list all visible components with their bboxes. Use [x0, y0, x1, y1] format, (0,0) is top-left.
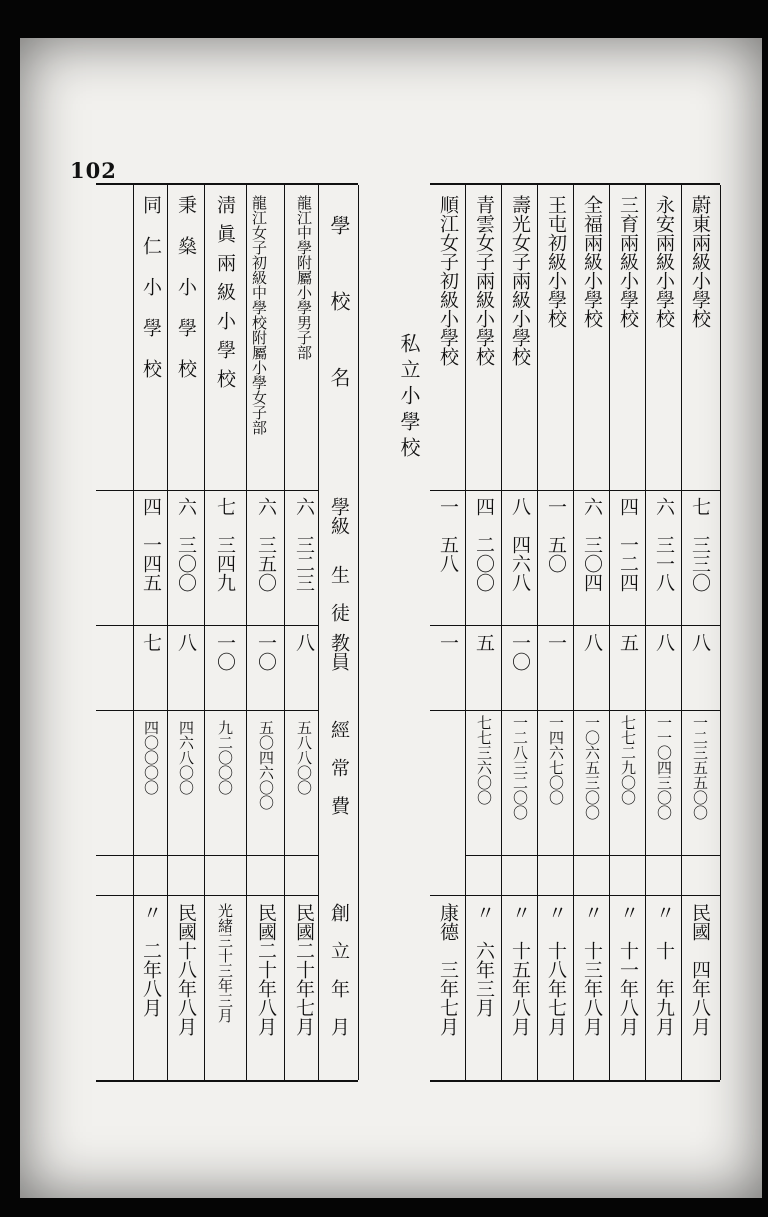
- teachers: 七: [140, 633, 162, 652]
- header-founded: 創 立 年 月: [328, 903, 350, 1036]
- teachers: 八: [175, 633, 197, 652]
- students: 三〇〇: [175, 535, 197, 592]
- expense: 七七二九〇〇: [619, 715, 637, 805]
- page-number: 102: [70, 158, 117, 183]
- students: 四六八: [509, 535, 531, 592]
- students: 三〇四: [581, 535, 603, 592]
- students: 二〇〇: [473, 535, 495, 592]
- teachers: 一: [545, 633, 567, 652]
- header-school-name: 學 校 名: [327, 215, 351, 405]
- classes: 六: [653, 497, 675, 516]
- students: 五八: [437, 535, 459, 573]
- expense: 四〇〇〇〇: [142, 720, 160, 795]
- classes: 四: [140, 497, 162, 516]
- classes: 七: [214, 497, 236, 516]
- students: 三三〇: [689, 535, 711, 592]
- expense: 五〇四六〇〇: [257, 720, 275, 810]
- header-teachers: 教員: [328, 633, 350, 671]
- school-name: 壽光女子兩級小學校: [509, 195, 531, 366]
- section-title: 私立小學校: [397, 333, 421, 463]
- header-students: 生 徒: [328, 565, 350, 622]
- school-name: 同仁小學校: [140, 195, 162, 400]
- teachers: 八: [653, 633, 675, 652]
- private-schools-table-continued: [430, 183, 720, 1082]
- school-name: 蔚東兩級小學校: [689, 195, 711, 328]
- classes: 六: [175, 497, 197, 516]
- private-schools-table: [96, 183, 358, 1082]
- students: 三一八: [653, 535, 675, 592]
- classes: 八: [509, 497, 531, 516]
- expense: 七七三六〇〇: [475, 715, 493, 805]
- school-name: 龍江女子初級中學校附屬小學女子部: [250, 195, 268, 435]
- founded: 康德 三年七月: [437, 903, 459, 1036]
- teachers: 八: [689, 633, 711, 652]
- founded: 〃 十一年八月: [617, 903, 639, 1036]
- classes: 七: [689, 497, 711, 516]
- school-name: 全福兩級小學校: [581, 195, 603, 328]
- teachers: 一〇: [509, 633, 531, 671]
- founded: 光緒三十三年三月: [216, 903, 234, 1023]
- expense: 一二三五五〇〇: [691, 715, 709, 820]
- founded: 〃 十三年八月: [581, 903, 603, 1036]
- founded: 〃 六年三月: [473, 903, 495, 1017]
- school-name: 王屯初級小學校: [545, 195, 567, 328]
- expense: 九二〇〇〇: [216, 720, 234, 795]
- classes: 六: [255, 497, 277, 516]
- teachers: 一: [437, 633, 459, 652]
- classes: 四: [473, 497, 495, 516]
- founded: 民國 四年八月: [689, 903, 711, 1036]
- founded: 民國十八年八月: [175, 903, 197, 1036]
- founded: 〃 十五年八月: [509, 903, 531, 1036]
- expense: 一一〇四三〇〇: [655, 715, 673, 820]
- founded: 〃 二年八月: [140, 903, 162, 1017]
- classes: 六: [293, 497, 315, 516]
- teachers: 一〇: [214, 633, 236, 671]
- school-name: 淸眞兩級小學校: [214, 195, 236, 398]
- school-name: 順江女子初級小學校: [437, 195, 459, 366]
- classes: 一: [545, 497, 567, 516]
- expense: 一〇六五三〇〇: [583, 715, 601, 820]
- school-name: 三育兩級小學校: [617, 195, 639, 328]
- students: 五〇: [545, 535, 567, 573]
- school-name: 青雲女子兩級小學校: [473, 195, 495, 366]
- founded: 〃 十 年九月: [653, 903, 675, 1036]
- founded: 民國二十年八月: [255, 903, 277, 1036]
- classes: 六: [581, 497, 603, 516]
- teachers: 五: [617, 633, 639, 652]
- founded: 民國二十年七月: [293, 903, 315, 1036]
- school-name: 龍江中學附屬小學男子部: [295, 195, 313, 360]
- students: 一四五: [140, 535, 162, 592]
- classes: 四: [617, 497, 639, 516]
- school-name: 永安兩級小學校: [653, 195, 675, 328]
- students: 三二三: [293, 535, 315, 592]
- teachers: 五: [473, 633, 495, 652]
- expense: 一二八三二〇〇: [511, 715, 529, 820]
- header-expense: 經 常 費: [328, 720, 350, 815]
- teachers: 八: [293, 633, 315, 652]
- founded: 〃 十八年七月: [545, 903, 567, 1036]
- expense: 一四六七〇〇: [547, 715, 565, 805]
- classes: 一: [437, 497, 459, 516]
- school-name: 秉燊小學校: [175, 195, 197, 400]
- students: 三五〇: [255, 535, 277, 592]
- expense: 四六八〇〇: [177, 720, 195, 795]
- students: 三四九: [214, 535, 236, 592]
- teachers: 八: [581, 633, 603, 652]
- header-classes: 學級: [328, 497, 350, 535]
- expense: 五八八〇〇: [295, 720, 313, 795]
- teachers: 一〇: [255, 633, 277, 671]
- students: 一二四: [617, 535, 639, 592]
- document-page: [20, 38, 762, 1198]
